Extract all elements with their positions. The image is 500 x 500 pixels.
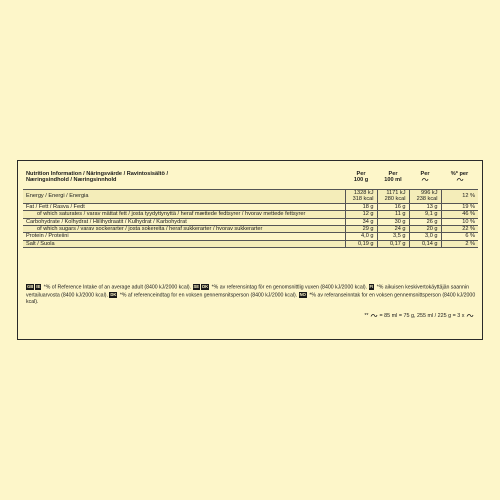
row-label: Carbohydrate / Kolhydrat / Hiilihydraatit / Kulhydrat / Karbohydrat: [23, 218, 345, 225]
row-protein: [23, 233, 478, 240]
cell-per-100ml: 0,17 g: [377, 240, 409, 247]
table-header-row: [23, 171, 478, 184]
table-header-label: [23, 171, 345, 184]
row-energy: [23, 189, 478, 203]
cell-value: 1171 kJ: [386, 189, 406, 196]
row-carbohydrate: [23, 218, 478, 225]
cell-per-100g: 18 g: [345, 203, 377, 210]
portion-prefix: **: [364, 313, 369, 319]
cell-per-portion: 13 g: [409, 203, 441, 210]
footnote-text-gb-ie: *% of Reference Intake of an average adult (8400 kJ/2000 kcal).: [43, 284, 192, 291]
cell-per-100g: [345, 189, 377, 203]
footnote-text-se: *% av referensintag för en genomsnittlig vuxen (8400 kJ/2000 kcal).: [211, 284, 368, 291]
header-per-portion-line-1: Per: [420, 171, 430, 177]
country-code-badge: GB: [27, 284, 34, 289]
cell-per-portion: 3,0 g: [409, 233, 441, 240]
portion-info: [364, 313, 474, 319]
row-label: Protein / Proteiini: [23, 233, 345, 240]
country-code-badge: SE: [193, 284, 200, 289]
country-code-badge: IE: [36, 284, 41, 289]
cell-per-100ml: [377, 189, 409, 203]
footnote-text-no: *% av referanseinntak for en voksen gennemsnittsperson (8400 kJ/2000 kcal).: [26, 292, 476, 306]
cell-per-portion: 9,1 g: [409, 211, 441, 218]
header-per-100g-line-1: Per: [356, 171, 366, 177]
cell-per-portion: 20 g: [409, 225, 441, 232]
cell-percent-ri: 46 %: [441, 211, 478, 218]
cell-per-portion: 26 g: [409, 218, 441, 225]
row-label: Fat / Fett / Rasva / Fedt: [23, 203, 345, 210]
nutrition-table: [23, 171, 478, 248]
row-label: Energy / Energi / Energia: [23, 189, 345, 203]
cell-value: 280 kcal: [384, 196, 406, 203]
row-label: of which saturates / varav mättat fett / josta tyydyttynyttä / heraf mættede fedtsyrer / hvorav mettede fettsyrer: [23, 211, 345, 218]
cell-per-100ml: 30 g: [377, 218, 409, 225]
cell-percent-ri: 19 %: [441, 203, 478, 210]
footnote-text-dk: *% af referenceindtag for en voksen gennemsnitsperson (8400 kJ/2000 kcal).: [119, 292, 298, 299]
header-per-portion: [409, 171, 441, 184]
cell-per-portion: 0,14 g: [409, 240, 441, 247]
cell-per-portion: [409, 189, 441, 203]
cell-value: 318 kcal: [352, 196, 374, 203]
cell-percent-ri: 2 %: [441, 240, 478, 247]
row-label: of which sugars / varav sockerarter / josta sokereita / heraf sukkerarter / hvorav sukkerarter: [23, 225, 345, 232]
cell-per-100ml: 3,5 g: [377, 233, 409, 240]
reference-intake-footnote: [26, 284, 476, 306]
cell-per-100g: 12 g: [345, 211, 377, 218]
cell-per-100ml: 24 g: [377, 225, 409, 232]
header-percent-ri-text: %* per: [450, 171, 469, 177]
footnote-text-fi: *% aikuisen keskivertokäyttäjän saannin vertailuarvosta (8400 kJ/2000 kcal).: [26, 284, 469, 299]
country-code-badge: DK: [202, 284, 209, 289]
portion-swirl-icon-2: [444, 177, 475, 183]
country-code-badge: DK: [110, 291, 117, 297]
country-code-badge: FI: [369, 284, 374, 289]
header-percent-ri: [441, 171, 478, 184]
cell-per-100ml: 16 g: [377, 203, 409, 210]
row-label: Salt / Suola: [23, 240, 345, 247]
cell-per-100g: 34 g: [345, 218, 377, 225]
cell-value: 996 kJ: [421, 189, 438, 196]
cell-percent-ri: 22 %: [441, 225, 478, 232]
header-per-100g-line-2: 100 g: [353, 177, 369, 184]
cell-value: 238 kcal: [416, 196, 438, 203]
cell-percent-ri: 10 %: [441, 218, 478, 225]
row-fat: [23, 203, 478, 210]
cell-percent-ri: 12 %: [441, 189, 478, 203]
header-label-line-1: Nutrition Information / Näringsvärde / Ravintosisältö /: [26, 171, 169, 177]
cell-per-100ml: 11 g: [377, 211, 409, 218]
row-sugars: [23, 225, 478, 232]
cell-percent-ri: 6 %: [441, 233, 478, 240]
header-per-100ml-line-2: 100 ml: [384, 177, 402, 184]
cell-per-100g: 29 g: [345, 225, 377, 232]
cell-per-100g: 0,19 g: [345, 240, 377, 247]
cell-value: 1328 kJ: [353, 189, 374, 196]
country-code-badge: NO: [299, 291, 306, 297]
row-saturates: [23, 211, 478, 218]
row-salt: [23, 240, 478, 247]
header-per-100ml: [377, 171, 409, 184]
nutrition-panel: [17, 160, 483, 340]
portion-swirl-icon-3: [370, 313, 378, 319]
cell-per-100g: 4,0 g: [345, 233, 377, 240]
header-per-100g: [345, 171, 377, 184]
header-per-100ml-line-1: Per: [388, 171, 398, 177]
header-label-line-2: Næringsindhold / Næringsinnhold: [26, 177, 117, 184]
portion-swirl-icon-4: [466, 313, 474, 319]
portion-text: = 85 ml = 75 g, 255 ml / 225 g = 3 x: [379, 313, 465, 319]
